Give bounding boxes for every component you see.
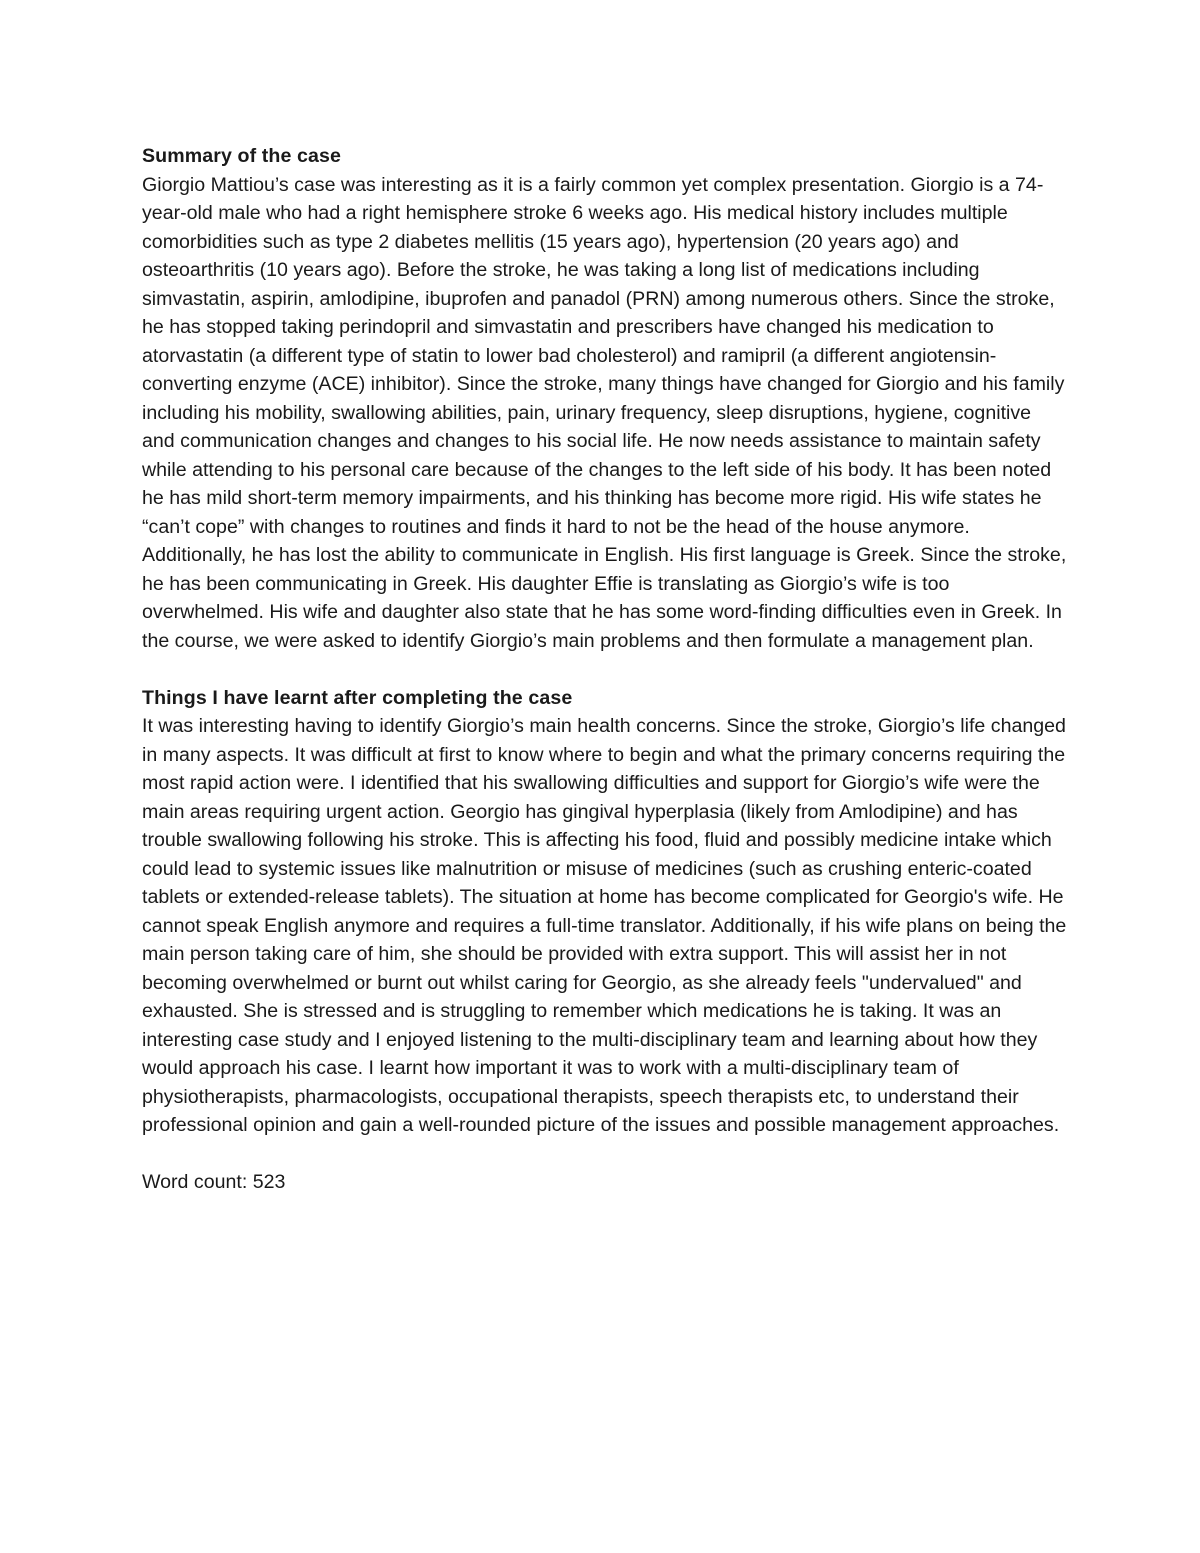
summary-paragraph: Giorgio Mattiou’s case was interesting as it is a fairly common yet complex presentation. Giorgio is a 74-year-old male who had a right hemisphere stroke 6 weeks ago. His medical history includes multiple comorbidities such as type 2 diabetes mellitis (15 years ago), hypertension (20 years ago) and osteoarthritis (10 years ago). Before the stroke, he was taking a long list of medications including simvastatin, aspirin, amlodipine, ibuprofen and panadol (PRN) among numerous others. Since the stroke, he has stopped taking perindopril and simvastatin and prescribers have changed his medication to atorvastatin (a different type of statin to lower bad cholesterol) and ramipril (a different angiotensin-converting enzyme (ACE) inhibitor). Since the stroke, many things have changed for Giorgio and his family including his mobility, swallowing abilities, pain, urinary frequency, sleep disruptions, hygiene, cognitive and communication changes and changes to his social life. He now needs assistance to maintain safety while attending to his personal care because of the changes to the left side of his body. It has been noted he has mild short-term memory impairments, and his thinking has become more rigid. His wife states he “can’t cope” with changes to routines and finds it hard to not be the head of the house anymore. Additionally, he has lost the ability to communicate in English. His first language is Greek. Since the stroke, he has been communicating in Greek. His daughter Effie is translating as Giorgio’s wife is too overwhelmed. His wife and daughter also state that he has some word-finding difficulties even in Greek. In the course, we were asked to identify Giorgio’s main problems and then formulate a management plan. (142, 173, 1067, 652)
summary-heading: Summary of the case (142, 145, 342, 167)
learnings-section (142, 684, 1067, 1140)
summary-section (142, 142, 1067, 655)
document-body (142, 142, 1067, 1197)
learnings-paragraph: It was interesting having to identify Giorgio’s main health concerns. Since the stroke, Giorgio’s life changed in many aspects. It was difficult at first to know where to begin and what the primary concerns requiring the most rapid action were. I identified that his swallowing difficulties and support for Giorgio’s wife were the main areas requiring urgent action. Georgio has gingival hyperplasia (likely from Amlodipine) and has trouble swallowing following his stroke. This is affecting his food, fluid and possibly medicine intake which could lead to systemic issues like malnutrition or misuse of medicines (such as crushing enteric-coated tablets or extended-release tablets). The situation at home has become complicated for Georgio's wife. He cannot speak English anymore and requires a full-time translator. Additionally, if his wife plans on being the main person taking care of him, she should be provided with extra support. This will assist her in not becoming overwhelmed or burnt out whilst caring for Georgio, as she already feels "undervalued" and exhausted. She is stressed and is struggling to remember which medications he is taking. It was an interesting case study and I enjoyed listening to the multi-disciplinary team and learning about how they would approach his case. I learnt how important it was to work with a multi-disciplinary team of physiotherapists, pharmacologists, occupational therapists, speech therapists etc, to understand their professional opinion and gain a well-rounded picture of the issues and possible management approaches. (142, 715, 1067, 1136)
word-count: Word count: 523 (142, 1171, 286, 1193)
learnings-heading: Things I have learnt after completing the case (142, 686, 573, 709)
